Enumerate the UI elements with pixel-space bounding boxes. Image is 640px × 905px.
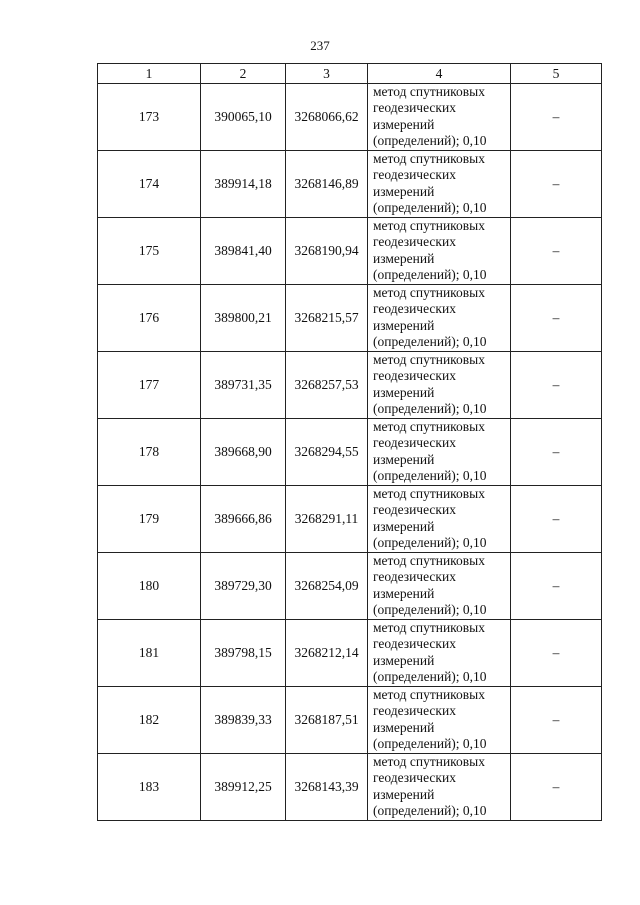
point-number-cell: 176 [98,285,201,352]
coordinate-y-cell: 3268294,55 [286,419,368,486]
table-row [98,754,602,821]
method-line: (определений); 0,10 [373,334,487,350]
note-cell: – [511,620,602,687]
method-cell [368,620,511,687]
method-cell [368,151,511,218]
method-cell [368,754,511,821]
table-row [98,151,602,218]
page-number: 237 [310,38,330,53]
header-col-1: 1 [98,64,201,84]
method-line: измерений [373,384,435,400]
method-line: геодезических [373,502,456,518]
method-line: измерений [373,719,435,735]
method-line: геодезических [373,301,456,317]
method-line: геодезических [373,167,456,183]
method-line: метод спутниковых [373,754,485,769]
method-line: (определений); 0,10 [373,267,487,283]
method-line: метод спутниковых [373,285,485,300]
method-line: (определений); 0,10 [373,669,487,685]
coordinate-x-cell: 389839,33 [201,687,286,754]
method-line: измерений [373,786,435,802]
point-number-cell: 182 [98,687,201,754]
method-line: измерений [373,183,435,199]
method-line: измерений [373,116,435,132]
coordinate-x-cell: 389668,90 [201,419,286,486]
header-col-5: 5 [511,64,602,84]
method-line: метод спутниковых [373,218,485,233]
coordinate-y-cell: 3268190,94 [286,218,368,285]
method-line: геодезических [373,368,456,384]
method-line: (определений); 0,10 [373,133,487,149]
header-col-3: 3 [286,64,368,84]
method-line: измерений [373,250,435,266]
method-cell [368,352,511,419]
coordinate-x-cell: 389912,25 [201,754,286,821]
method-line: (определений); 0,10 [373,803,487,819]
method-line: геодезических [373,703,456,719]
method-line: геодезических [373,770,456,786]
point-number-cell: 180 [98,553,201,620]
coordinate-y-cell: 3268215,57 [286,285,368,352]
method-line: (определений); 0,10 [373,602,487,618]
point-number-cell: 173 [98,84,201,151]
coordinate-y-cell: 3268254,09 [286,553,368,620]
table-row [98,285,602,352]
method-line: геодезических [373,100,456,116]
table-row [98,553,602,620]
coordinate-x-cell: 389666,86 [201,486,286,553]
table-row [98,419,602,486]
coordinate-x-cell: 389731,35 [201,352,286,419]
note-cell: – [511,754,602,821]
method-line: метод спутниковых [373,151,485,166]
table-row [98,84,602,151]
method-line: метод спутниковых [373,352,485,367]
coordinate-x-cell: 389798,15 [201,620,286,687]
method-line: геодезических [373,435,456,451]
table-body [98,84,602,821]
coordinate-y-cell: 3268291,11 [286,486,368,553]
coordinate-y-cell: 3268066,62 [286,84,368,151]
coordinate-y-cell: 3268257,53 [286,352,368,419]
method-line: геодезических [373,234,456,250]
table-row [98,687,602,754]
header-col-2: 2 [201,64,286,84]
note-cell: – [511,687,602,754]
table-row [98,218,602,285]
method-line: метод спутниковых [373,553,485,568]
method-cell [368,687,511,754]
note-cell: – [511,285,602,352]
method-line: (определений); 0,10 [373,468,487,484]
coordinate-x-cell: 389729,30 [201,553,286,620]
coordinate-y-cell: 3268187,51 [286,687,368,754]
method-line: (определений); 0,10 [373,736,487,752]
point-number-cell: 179 [98,486,201,553]
coordinate-y-cell: 3268146,89 [286,151,368,218]
note-cell: – [511,218,602,285]
method-line: метод спутниковых [373,620,485,635]
coordinate-y-cell: 3268212,14 [286,620,368,687]
note-cell: – [511,84,602,151]
method-line: (определений); 0,10 [373,535,487,551]
method-line: метод спутниковых [373,687,485,702]
note-cell: – [511,553,602,620]
method-cell [368,419,511,486]
method-cell [368,218,511,285]
method-line: (определений); 0,10 [373,200,487,216]
method-line: измерений [373,585,435,601]
method-cell [368,285,511,352]
point-number-cell: 174 [98,151,201,218]
method-cell [368,486,511,553]
method-line: метод спутниковых [373,84,485,99]
table-row [98,486,602,553]
method-cell [368,553,511,620]
coordinate-x-cell: 389841,40 [201,218,286,285]
note-cell: – [511,151,602,218]
method-line: измерений [373,317,435,333]
method-line: (определений); 0,10 [373,401,487,417]
point-number-cell: 178 [98,419,201,486]
table-row [98,620,602,687]
note-cell: – [511,486,602,553]
method-line: измерений [373,518,435,534]
table-header-row [98,64,602,84]
point-number-cell: 181 [98,620,201,687]
coordinate-x-cell: 389914,18 [201,151,286,218]
note-cell: – [511,352,602,419]
coordinate-y-cell: 3268143,39 [286,754,368,821]
method-line: измерений [373,652,435,668]
method-line: геодезических [373,569,456,585]
point-number-cell: 177 [98,352,201,419]
coordinate-x-cell: 390065,10 [201,84,286,151]
header-col-4: 4 [368,64,511,84]
coordinates-table [97,63,602,821]
note-cell: – [511,419,602,486]
method-cell [368,84,511,151]
table-row [98,352,602,419]
method-line: геодезических [373,636,456,652]
point-number-cell: 175 [98,218,201,285]
point-number-cell: 183 [98,754,201,821]
method-line: метод спутниковых [373,419,485,434]
coordinate-x-cell: 389800,21 [201,285,286,352]
method-line: измерений [373,451,435,467]
method-line: метод спутниковых [373,486,485,501]
